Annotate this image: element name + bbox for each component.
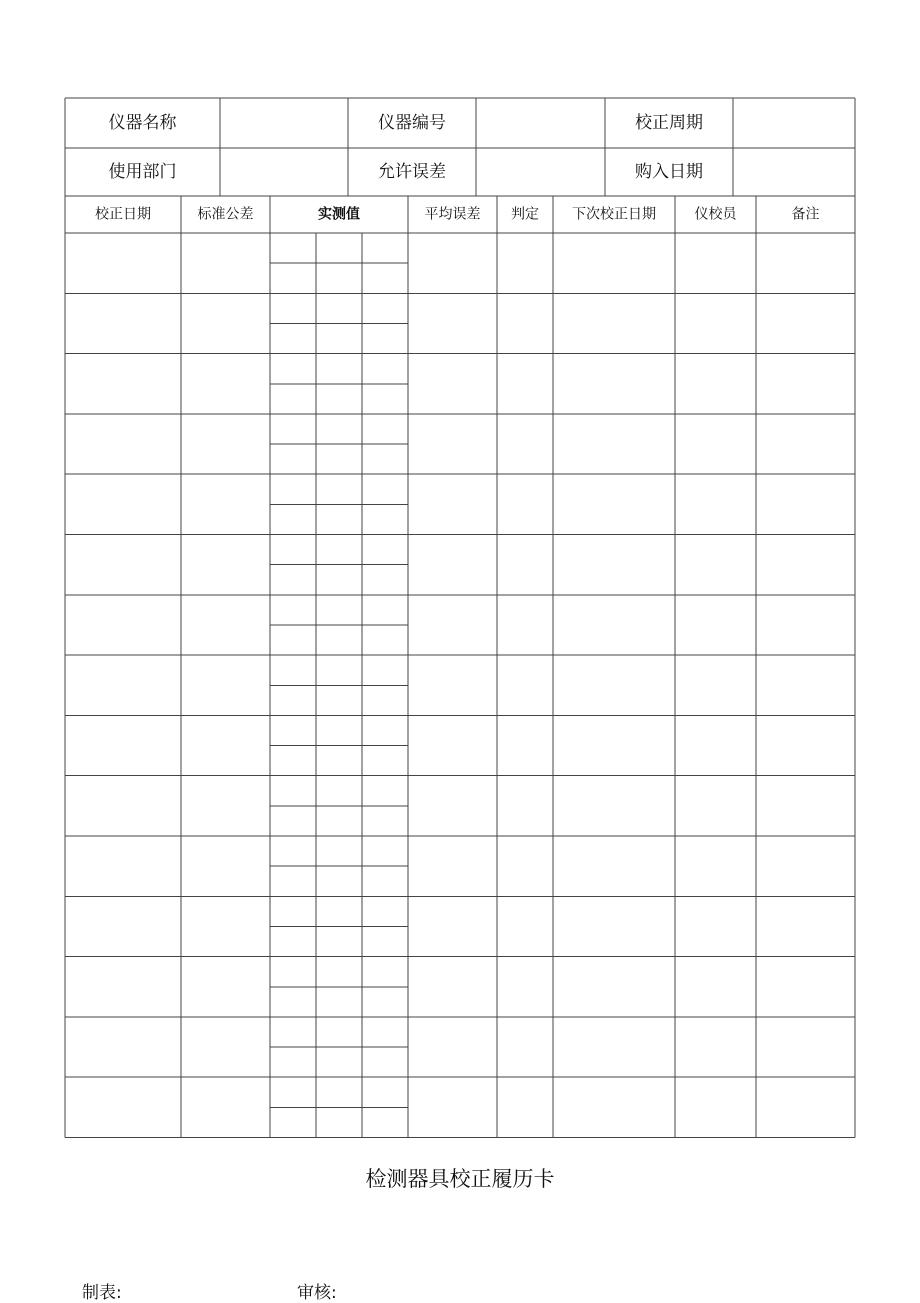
column-header: 校正日期 [95, 206, 151, 223]
column-header: 备注 [791, 206, 820, 223]
info-label: 仪器名称 [108, 113, 177, 133]
info-label: 使用部门 [108, 162, 177, 182]
column-header: 判定 [511, 206, 539, 223]
info-label: 允许误差 [378, 162, 446, 182]
reviewed-by-label: 审核: [297, 1283, 337, 1303]
prepared-by-label: 制表: [82, 1283, 122, 1303]
document-title: 检测器具校正履历卡 [365, 1167, 555, 1191]
column-header: 标准公差 [197, 206, 254, 223]
column-header: 实测值 [318, 206, 360, 223]
column-header: 仪校员 [694, 206, 737, 223]
info-label: 校正周期 [635, 113, 703, 133]
info-label: 购入日期 [635, 162, 703, 182]
column-header: 平均误差 [424, 206, 481, 223]
column-header: 下次校正日期 [572, 206, 656, 223]
info-label: 仪器编号 [378, 113, 446, 133]
